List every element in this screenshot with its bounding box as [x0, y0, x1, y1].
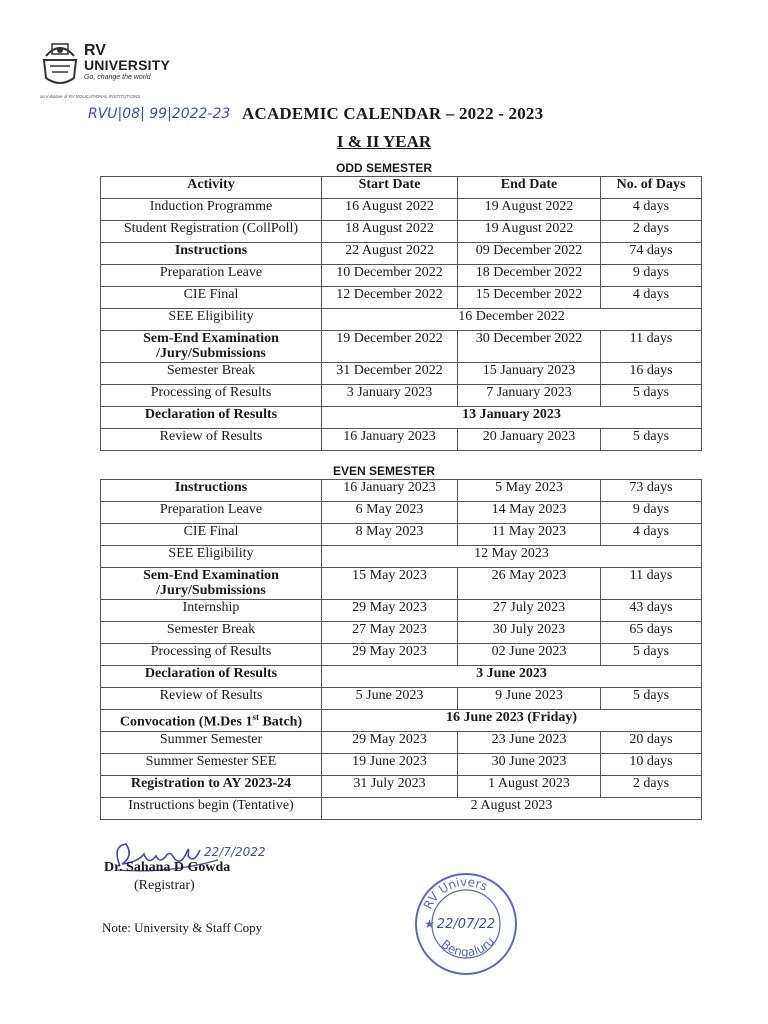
days-cell: 5 days — [601, 385, 702, 407]
start-date-cell: 6 May 2023 — [322, 502, 458, 524]
signatory-name: Dr. Sahana D Gowda — [104, 860, 231, 875]
table-row — [101, 309, 702, 331]
even-semester-heading: EVEN SEMESTER — [332, 464, 436, 478]
end-date-cell: 26 May 2023 — [458, 568, 601, 600]
logo-tagline: Go, change the world — [84, 74, 151, 81]
stamp-date: 22/07/22 — [436, 917, 496, 932]
start-date-cell: 3 January 2023 — [322, 385, 458, 407]
table-row — [101, 502, 702, 524]
activity-cell: Induction Programme — [101, 199, 322, 221]
activity-cell: Semester Break — [101, 363, 322, 385]
activity-cell: Instructions — [101, 480, 322, 502]
activity-cell: Semester Break — [101, 622, 322, 644]
year-heading — [0, 132, 768, 152]
days-cell: 11 days — [601, 568, 702, 600]
table-row — [101, 480, 702, 502]
table-row — [101, 754, 702, 776]
header-end-date: End Date — [458, 177, 601, 199]
activity-cell: Sem-End Examination /Jury/Submissions — [101, 331, 322, 363]
activity-cell: Processing of Results — [101, 385, 322, 407]
activity-cell: Review of Results — [101, 429, 322, 451]
stamp-bottom-text: Bengaluru — [438, 934, 498, 960]
end-date-cell: 14 May 2023 — [458, 502, 601, 524]
days-cell: 9 days — [601, 502, 702, 524]
table-row — [101, 221, 702, 243]
table-row — [101, 710, 702, 732]
end-date-cell: 02 June 2023 — [458, 644, 601, 666]
end-date-cell: 11 May 2023 — [458, 524, 601, 546]
days-cell: 74 days — [601, 243, 702, 265]
table-row — [101, 199, 702, 221]
days-cell: 2 days — [601, 221, 702, 243]
end-date-cell: 30 July 2023 — [458, 622, 601, 644]
end-date-cell: 20 January 2023 — [458, 429, 601, 451]
table-row — [101, 287, 702, 309]
activity-cell: Registration to AY 2023-24 — [101, 776, 322, 798]
activity-cell: Sem-End Examination /Jury/Submissions — [101, 568, 322, 600]
table-row — [101, 776, 702, 798]
end-date-cell: 30 June 2023 — [458, 754, 601, 776]
table-row — [101, 331, 702, 363]
table-row — [101, 265, 702, 287]
activity-cell: CIE Final — [101, 524, 322, 546]
date-span-cell: 12 May 2023 — [322, 546, 702, 568]
start-date-cell: 31 December 2022 — [322, 363, 458, 385]
start-date-cell: 31 July 2023 — [322, 776, 458, 798]
days-cell: 4 days — [601, 287, 702, 309]
end-date-cell: 30 December 2022 — [458, 331, 601, 363]
start-date-cell: 16 August 2022 — [322, 199, 458, 221]
header-days: No. of Days — [601, 177, 702, 199]
end-date-cell: 23 June 2023 — [458, 732, 601, 754]
date-span-cell: 13 January 2023 — [322, 407, 702, 429]
activity-cell: Declaration of Results — [101, 407, 322, 429]
start-date-cell: 16 January 2023 — [322, 480, 458, 502]
start-date-cell: 18 August 2022 — [322, 221, 458, 243]
table-row — [101, 524, 702, 546]
start-date-cell: 29 May 2023 — [322, 644, 458, 666]
table-row — [101, 688, 702, 710]
table-row — [101, 568, 702, 600]
activity-cell: Convocation (M.Des 1st Batch) — [101, 710, 322, 732]
start-date-cell: 16 January 2023 — [322, 429, 458, 451]
start-date-cell: 12 December 2022 — [322, 287, 458, 309]
date-span-cell: 16 December 2022 — [322, 309, 702, 331]
document-title: ACADEMIC CALENDAR – 2022 - 2023 — [242, 104, 544, 123]
table-row — [101, 363, 702, 385]
university-seal-icon — [40, 38, 80, 90]
activity-cell: Summer Semester SEE — [101, 754, 322, 776]
table-row — [101, 732, 702, 754]
copy-note: Note: University & Staff Copy — [102, 920, 263, 935]
end-date-cell: 09 December 2022 — [458, 243, 601, 265]
days-cell: 4 days — [601, 524, 702, 546]
logo-subtext: an initiative of RV EDUCATIONAL INSTITUTIONS — [40, 94, 141, 99]
header-activity: Activity — [101, 177, 322, 199]
activity-cell: Processing of Results — [101, 644, 322, 666]
table-row — [101, 407, 702, 429]
table-row — [101, 798, 702, 820]
days-cell: 9 days — [601, 265, 702, 287]
end-date-cell: 19 August 2022 — [458, 221, 601, 243]
date-span-cell: 16 June 2023 (Friday) — [322, 710, 702, 732]
days-cell: 5 days — [601, 688, 702, 710]
table-row — [101, 429, 702, 451]
start-date-cell: 29 May 2023 — [322, 732, 458, 754]
start-date-cell: 22 August 2022 — [322, 243, 458, 265]
table-row — [101, 622, 702, 644]
activity-cell: CIE Final — [101, 287, 322, 309]
end-date-cell: 15 January 2023 — [458, 363, 601, 385]
table-row — [101, 546, 702, 568]
start-date-cell: 10 December 2022 — [322, 265, 458, 287]
start-date-cell: 19 June 2023 — [322, 754, 458, 776]
days-cell: 43 days — [601, 600, 702, 622]
odd-semester-table — [100, 176, 702, 451]
start-date-cell: 5 June 2023 — [322, 688, 458, 710]
date-span-cell: 3 June 2023 — [322, 666, 702, 688]
days-cell: 5 days — [601, 429, 702, 451]
start-date-cell: 19 December 2022 — [322, 331, 458, 363]
days-cell: 2 days — [601, 776, 702, 798]
signatory-role: (Registrar) — [134, 878, 195, 893]
odd-semester-heading: ODD SEMESTER — [335, 161, 432, 175]
start-date-cell: 15 May 2023 — [322, 568, 458, 600]
year-heading-text: I & II YEAR — [336, 132, 432, 151]
days-cell: 65 days — [601, 622, 702, 644]
start-date-cell: 29 May 2023 — [322, 600, 458, 622]
start-date-cell: 8 May 2023 — [322, 524, 458, 546]
activity-cell: Instructions begin (Tentative) — [101, 798, 322, 820]
end-date-cell: 19 August 2022 — [458, 199, 601, 221]
logo-rv: RV — [84, 42, 106, 59]
activity-cell: Declaration of Results — [101, 666, 322, 688]
signature-date: 22/7/2022 — [204, 845, 266, 859]
start-date-cell: 27 May 2023 — [322, 622, 458, 644]
activity-cell: Internship — [101, 600, 322, 622]
stamp-top-text: RV Univers — [420, 874, 490, 912]
end-date-cell: 5 May 2023 — [458, 480, 601, 502]
reference-number: RVU|08| 99|2022-23 — [88, 106, 231, 122]
even-semester-table — [100, 479, 702, 820]
end-date-cell: 7 January 2023 — [458, 385, 601, 407]
days-cell: 73 days — [601, 480, 702, 502]
logo-university: UNIVERSITY — [84, 57, 171, 73]
table-row — [101, 644, 702, 666]
activity-cell: Preparation Leave — [101, 265, 322, 287]
table-row — [101, 666, 702, 688]
activity-cell: Preparation Leave — [101, 502, 322, 524]
end-date-cell: 18 December 2022 — [458, 265, 601, 287]
activity-cell: Review of Results — [101, 688, 322, 710]
table-row — [101, 600, 702, 622]
end-date-cell: 9 June 2023 — [458, 688, 601, 710]
table-header-row — [101, 177, 702, 199]
days-cell: 10 days — [601, 754, 702, 776]
university-logo — [40, 38, 180, 98]
activity-cell: Summer Semester — [101, 732, 322, 754]
date-span-cell: 2 August 2023 — [322, 798, 702, 820]
days-cell: 4 days — [601, 199, 702, 221]
table-row — [101, 385, 702, 407]
activity-cell: Student Registration (CollPoll) — [101, 221, 322, 243]
end-date-cell: 15 December 2022 — [458, 287, 601, 309]
days-cell: 11 days — [601, 331, 702, 363]
end-date-cell: 1 August 2023 — [458, 776, 601, 798]
header-start-date: Start Date — [322, 177, 458, 199]
table-row — [101, 243, 702, 265]
stamp-star-icon: ★ — [424, 917, 435, 931]
activity-cell: SEE Eligibility — [101, 309, 322, 331]
days-cell: 16 days — [601, 363, 702, 385]
days-cell: 20 days — [601, 732, 702, 754]
activity-cell: SEE Eligibility — [101, 546, 322, 568]
days-cell: 5 days — [601, 644, 702, 666]
university-stamp-icon — [410, 868, 522, 980]
activity-cell: Instructions — [101, 243, 322, 265]
svg-text:Bengaluru — [438, 934, 497, 959]
end-date-cell: 27 July 2023 — [458, 600, 601, 622]
